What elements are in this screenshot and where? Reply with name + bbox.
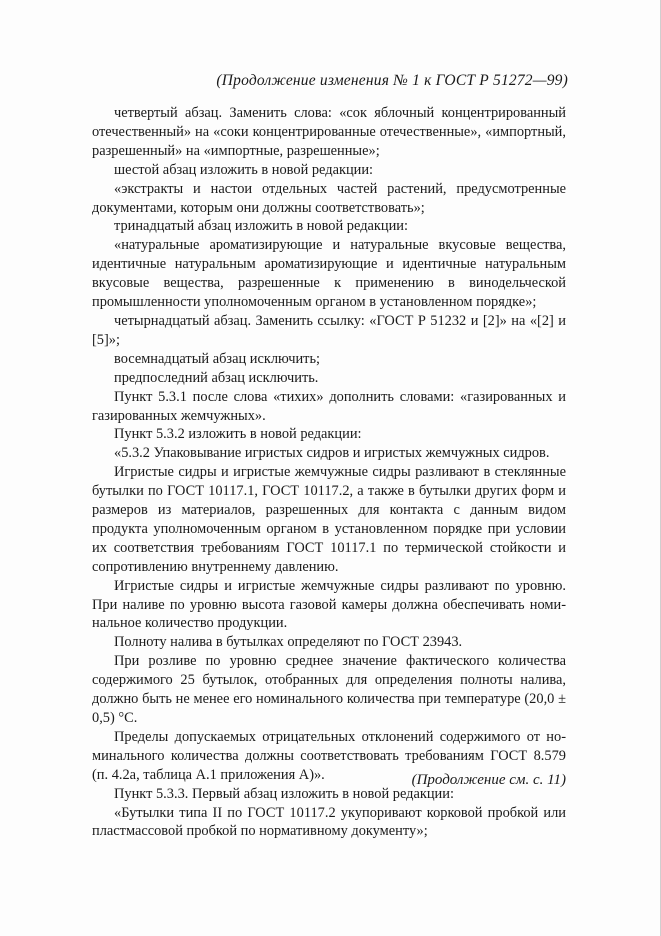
document-body	[92, 104, 566, 841]
paragraph-4: тринадцатый абзац изложить в новой редакции:	[114, 218, 408, 235]
paragraph-17: Пункт 5.3.3. Первый абзац изложить в новой редакции:	[114, 785, 454, 802]
paragraph-13: Игристые сидры и игристые жемчужные сидры разливают по уровню. При наливе по уровню высота газовой камеры должна обеспечивать номинальное количество продукции.	[92, 577, 566, 632]
paragraph-18: «Бутылки типа II по ГОСТ 10117.2 укупоривают корковой пробкой или пластмассовой пробкой по нормативному документу»;	[92, 804, 566, 840]
paragraph-15: При розливе по уровню среднее значение фактического количества содержимого 25 бутылок, отобранных для определения полноты налива, должно быть не менее его номинального количества при температуре (20,0 ± 0,5) °С.	[92, 653, 566, 726]
paragraph-6: четырнадцатый абзац. Заменить ссылку: «ГОСТ Р 51232 и [2]» на «[2] и [5]»;	[92, 312, 566, 348]
paragraph-14: Полноту налива в бутылках определяют по ГОСТ 23943.	[114, 634, 463, 651]
paragraph-1: четвертый абзац. Заменить слова: «сок яблочный концентрированный отечественный» на «соки концентрированные отечественные», «импортный, разрешенный» на «импортные, разрешенные»;	[92, 105, 566, 159]
running-header: (Продолжение изменения № 1 к ГОСТ Р 51272—99)	[216, 72, 568, 89]
paragraph-2: шестой абзац изложить в новой редакции:	[114, 161, 374, 178]
paragraph-9: Пункт 5.3.1 после слова «тихих» дополнить словами: «газированных и газированных жемчужных».	[92, 388, 566, 424]
paragraph-3: «экстракты и настои отдельных частей растений, предусмотренные документами, которым они должны соответствовать»;	[92, 180, 566, 216]
paragraph-16: Пределы допускаемых отрицательных отклонений содержимого от номинального количества должны соответствовать требованиям ГОСТ 8.579 (п. 4.2а, таблица А.1 приложения А)».	[92, 728, 566, 783]
paragraph-7: восемнадцатый абзац исключить;	[114, 350, 321, 367]
paragraph-11: «5.3.2 Упаковывание игристых сидров и игристых жемчужных сидров.	[114, 445, 550, 462]
running-footer: (Продолжение см. с. 11)	[411, 772, 566, 788]
paragraph-8: предпоследний абзац исключить.	[114, 369, 319, 386]
paragraph-10: Пункт 5.3.2 изложить в новой редакции:	[114, 426, 362, 443]
paragraph-12: Игристые сидры и игристые жемчужные сидры разливают в стеклянные бутылки по ГОСТ 10117.1, ГОСТ 10117.2, а также в бутылки других форм и размеров из материалов, разрешенных для контакта с данным видом продукта уполномоченным органом в установленном порядке при условии их соответствия требованиям ГОСТ 10117.1 по термической стойкости и сопротивлению внутреннему давлению.	[92, 464, 566, 575]
paragraph-5: «натуральные ароматизирующие и натуральные вкусовые вещества, идентичные натуральным ароматизирующие и идентичные натуральным вкусовые вещества, разрешенные к применению в винодельческой промышленности уполномоченным органом в установленном порядке»;	[92, 237, 566, 311]
